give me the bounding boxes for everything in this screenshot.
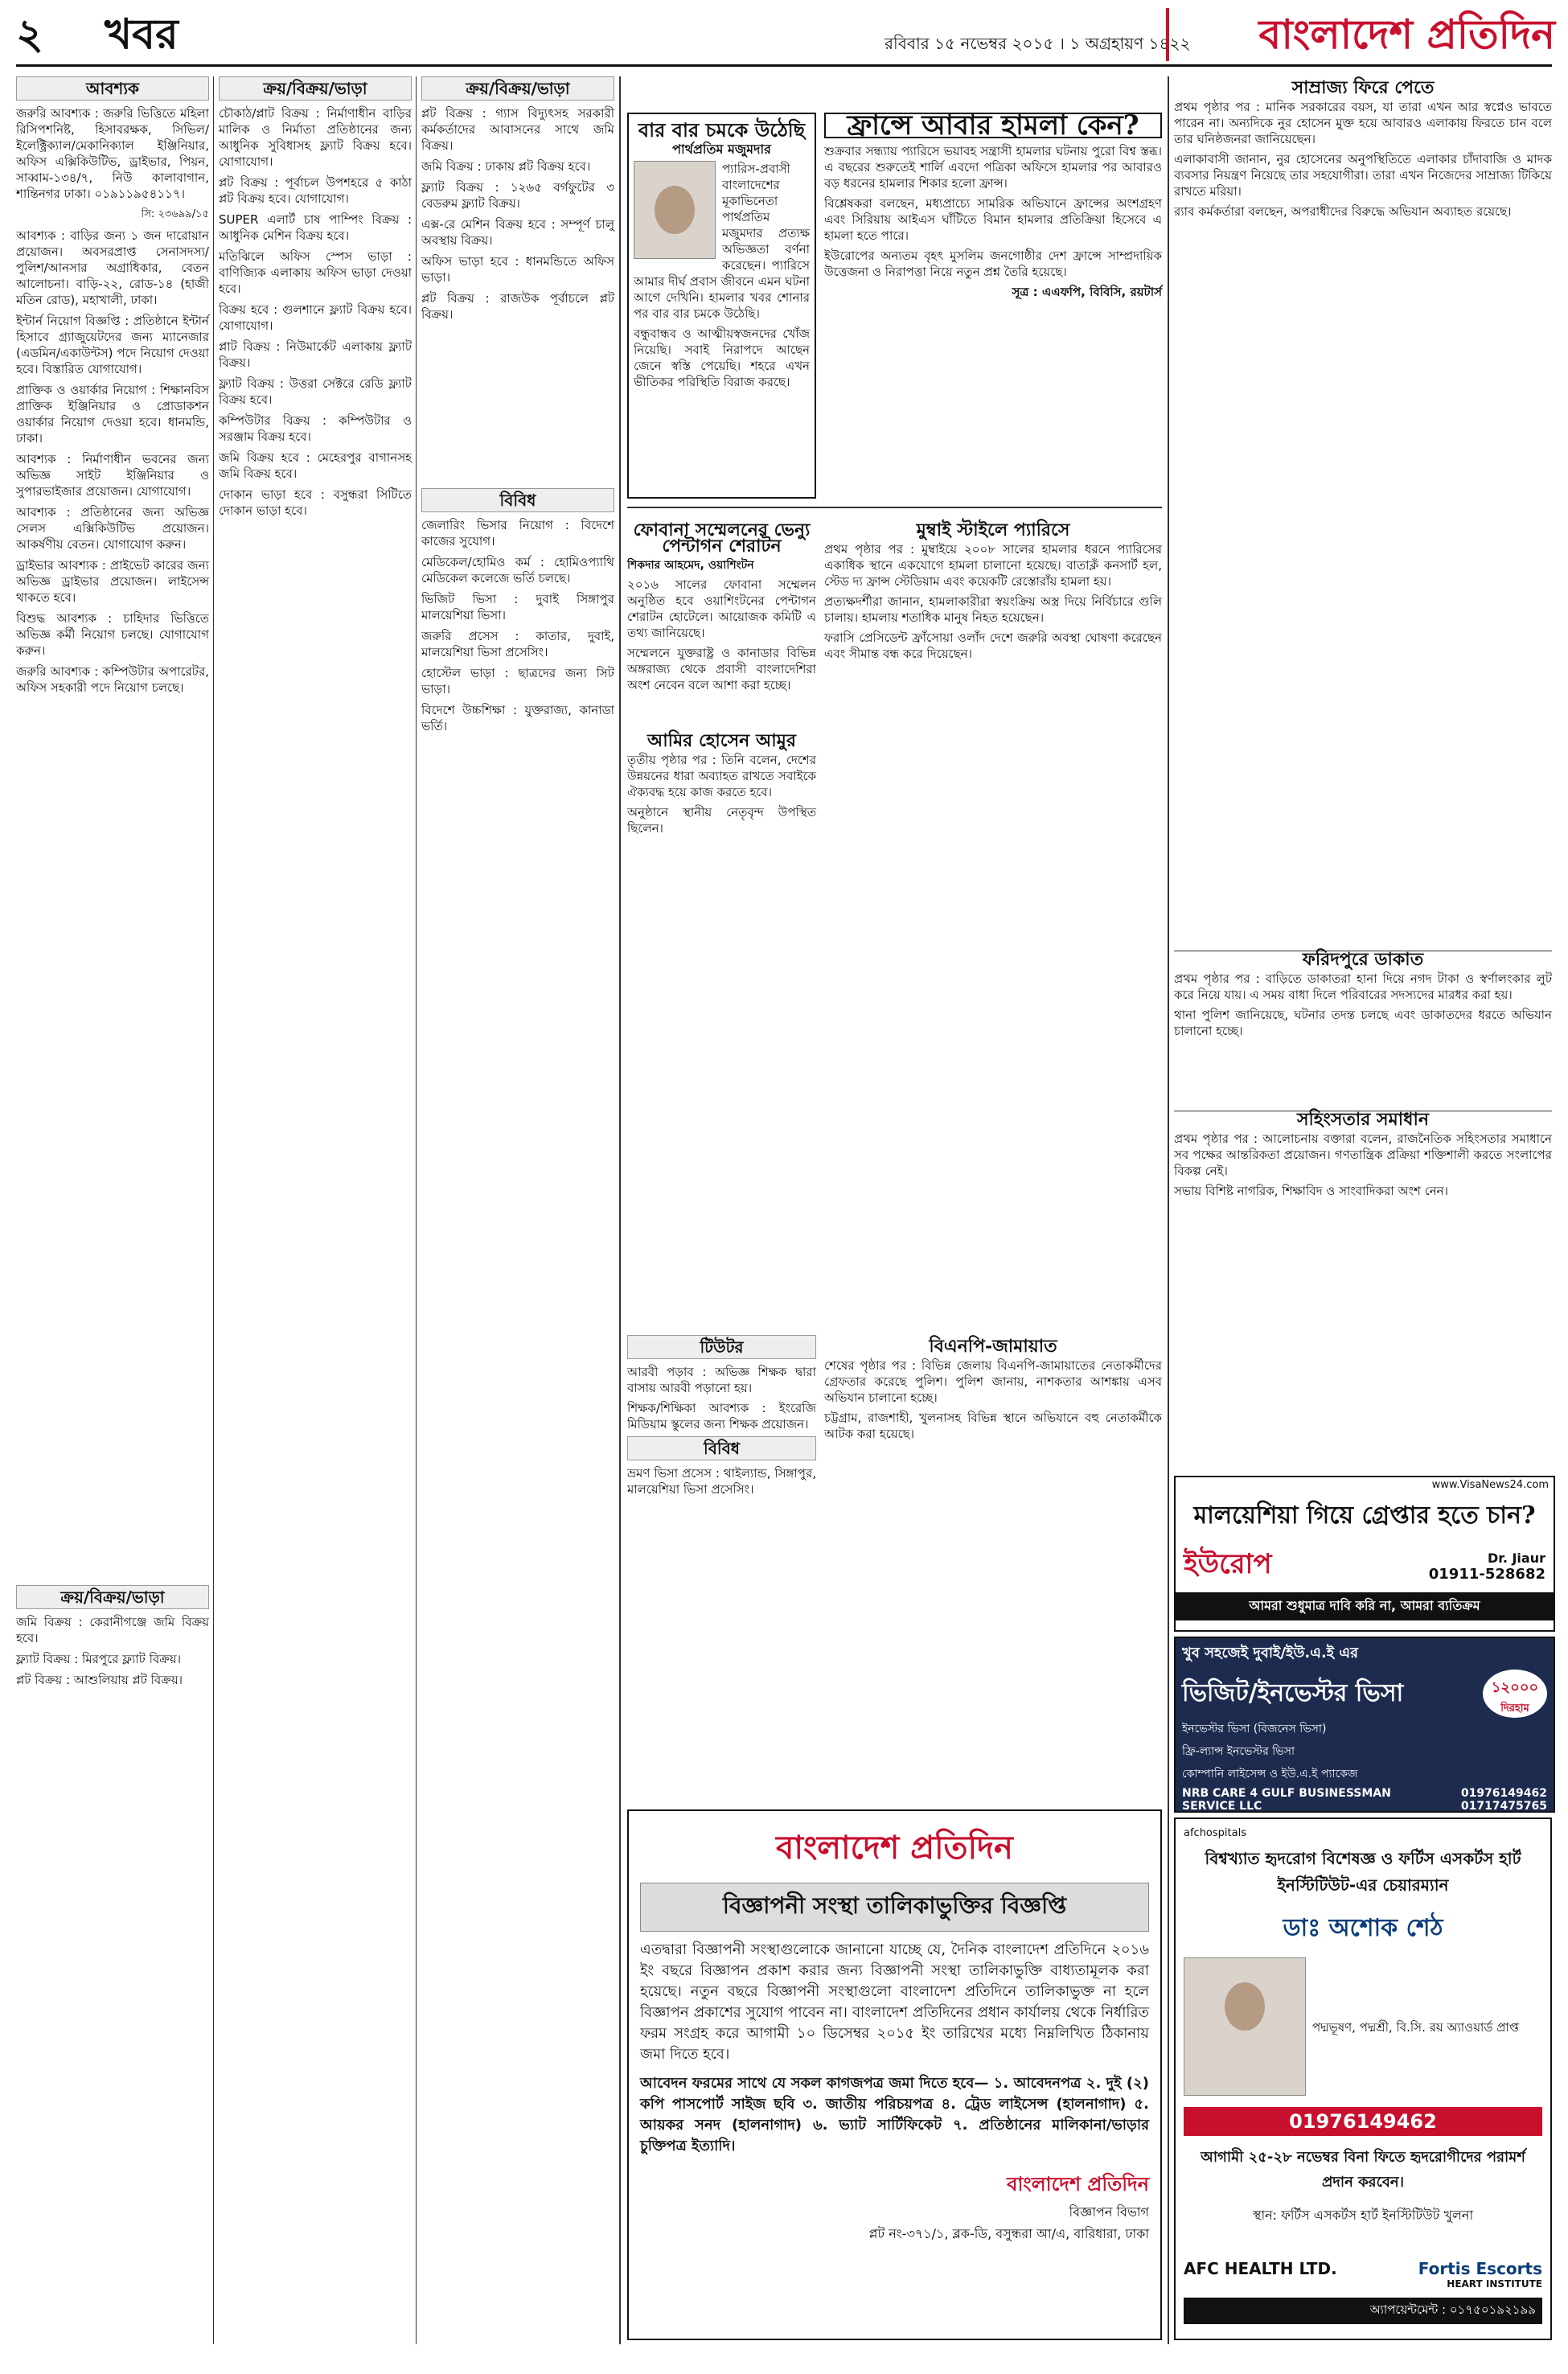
paper-logo: বাংলাদেশ প্রতিদিন [1166,8,1555,61]
doctor-photo [1184,1957,1306,2096]
story-headline: ফরিদপুরে ডাকাত [1174,951,1552,967]
bnp-story [824,1335,1162,1673]
classified-item: মতিঝিলে অফিস স্পেস ভাড়া : বাণিজ্যিক এলাকায় অফিস ভাড়া দেওয়া হবে। [219,249,412,296]
story-paragraph: শেষের পৃষ্ঠার পর : বিভিন্ন জেলায় বিএনপি-জামায়াতের নেতাকর্মীদের গ্রেফতার করেছে পুলিশ। পুলিশ জানায়, নাশকতার আশঙ্কায় এসব অভিযান চালানো হচ্ছে। [824,1358,1162,1405]
column-rule [416,76,417,2344]
classified-item: শিক্ষক/শিক্ষিকা আবশ্যক : ইংরেজি মিডিয়াম স্কুলের জন্য শিক্ষক প্রয়োজন। [627,1401,816,1431]
column-heading: বিবিধ [421,488,614,512]
section-rule [627,507,1162,508]
classified-item: আরবী পড়াব : অভিজ্ঞ শিক্ষক দ্বারা বাসায় আরবী পড়ানো হয়। [627,1365,816,1395]
story-headline: বার বার চমকে উঠেছি [638,118,806,142]
notice-body: এতদ্বারা বিজ্ঞাপনী সংস্থাগুলোকে জানানো যাচ্ছে যে, দৈনিক বাংলাদেশ প্রতিদিনে ২০১৬ ইং বছরে বিজ্ঞাপন প্রকাশ করার জন্য বিজ্ঞাপনী সংস্থা তালিকাভুক্তি বাধ্যতামূলক করা হয়েছে। নতুন বছরে বিজ্ঞাপনী সংস্থাগুলো বাংলাদেশ প্রতিদিনে তালিকাভুক্ত না হলে বিজ্ঞাপন প্রকাশের সুযোগ পাবেন না। বাংলাদেশ প্রতিদিনের প্রধান কার্যালয় থেকে নির্ধারিত ফরম সংগ্রহ করে আগামী ১০ ডিসেম্বর ২০১৫ ইং তারিখের মধ্যে নিম্নলিখিত ঠিকানায় জমা দিতে হবে। [640,1941,1149,2063]
hotline: 01976149462 [1184,2107,1542,2136]
classified-column-1 [16,76,209,2344]
classified-item: ফ্ল্যাট বিক্রয় : ১২৬৫ বর্গফুটের ৩ বেডরুম ফ্ল্যাট বিক্রয়। [421,180,614,211]
doctor-qualifications: পদ্মভূষণ, পদ্মশ্রী, বি.সি. রয় অ্যাওয়ার্ড প্রাপ্ত [1312,2019,1520,2035]
hospital-venue: স্থান: ফর্টিস এসকর্টস হার্ট ইনস্টিটিউট খুলনা [1252,2208,1474,2223]
doctor-name: ডাঃ অশোক শেঠ [1283,1914,1443,1942]
hospital-headline: বিশ্বখ্যাত হৃদরোগ বিশেষজ্ঞ ও ফর্টিস এসকর্টস হার্ট ইনস্টিটিউট-এর চেয়ারম্যান [1205,1849,1521,1895]
classified-item: চৌকাঠ/প্লাট বিক্রয় : নির্মাণাধীন বাড়ির মালিক ও নির্মাতা প্রতিষ্ঠানের জন্য আধুনিক সুবিধাসহ ফ্ল্যাট বিক্রয় হবে। যোগাযোগ। [219,106,412,169]
ad-phone: 01911-528682 [1428,1565,1545,1583]
visa-price-unit: দিরহাম [1500,1702,1529,1715]
dateline: রবিবার ১৫ নভেম্বর ২০১৫ । ১ অগ্রহায়ণ ১৪২২ [885,34,1191,53]
story-paragraph: সম্মেলনে যুক্তরাষ্ট্র ও কানাডার বিভিন্ন অঙ্গরাজ্য থেকে প্রবাসী বাংলাদেশিরা অংশ নেবেন বলে আশা করা হচ্ছে। [627,646,816,692]
story-byline: পার্থপ্রতিম মজুমদার [672,142,771,157]
story-source: সূত্র : এএফপি, বিবিসি, রয়টার্স [1012,285,1162,299]
page-number: ২ [16,10,43,59]
story-paragraph: সভায় বিশিষ্ট নাগরিক, শিক্ষাবিদ ও সাংবাদিকরা অংশ নেন। [1174,1184,1448,1198]
story-headline: সহিংসতার সমাধান [1174,1111,1552,1127]
visa-line: ফ্রি-ল্যান্স ইনভেস্টর ভিসা [1182,1745,1295,1758]
column-heading: ক্রয়/বিক্রয়/ভাড়া [421,76,614,101]
visa-company: NRB CARE 4 GULF BUSINESSMAN SERVICE LLC [1182,1787,1391,1813]
story-headline: আমির হোসেন আমুর [647,730,796,751]
right-stories [1174,76,1552,1468]
visa-price: ১২০০০ [1491,1679,1539,1696]
classified-item: কম্পিউটার বিক্রয় : কম্পিউটার ও সরঞ্জাম বিক্রয় হবে। [219,413,412,444]
classified-item: দোকান ভাড়া হবে : বসুন্ধরা সিটিতে দোকান ভাড়া হবে। [219,487,412,518]
hospital-tag: afchospitals [1184,1827,1246,1839]
lead-story [824,109,1162,499]
classified-item: বিক্রয় হবে : গুলশানে ফ্ল্যাট বিক্রয় হবে। যোগাযোগ। [219,302,412,333]
story-headline: সাম্রাজ্য ফিরে পেতে [1291,77,1435,98]
visa-ad-title: ভিজিট/ইনভেস্টর ভিসা [1182,1678,1404,1707]
notice-signature: বাংলাদেশ প্রতিদিন [1007,2172,1149,2195]
classified-item: আবশ্যক : নির্মাণাধীন ভবনের জন্য অভিজ্ঞ সাইট ইঞ্জিনিয়ার ও সুপারভাইজার প্রয়োজন। যোগাযোগ। [16,452,209,499]
classified-item: জমি বিক্রয় : কেরানীগঞ্জে জমি বিক্রয় হবে। [16,1615,209,1645]
afc-logo: AFC HEALTH LTD. [1184,2259,1337,2278]
classified-item: আবশ্যক : প্রতিষ্ঠানের জন্য অভিজ্ঞ সেলস এক্সিকিউটিভ প্রয়োজন। আকর্ষণীয় বেতন। যোগাযোগ করুন। [16,505,209,552]
story-paragraph: থানা পুলিশ জানিয়েছে, ঘটনার তদন্ত চলছে এবং ডাকাতদের ধরতে অভিযান চালানো হচ্ছে। [1174,1008,1552,1038]
classified-item: আবশ্যক : বাড়ির জন্য ১ জন দারোয়ান প্রয়োজন। অবসরপ্রাপ্ত সেনাসদস্য/পুলিশ/আনসার অগ্রাধিকার, বেতন আলোচনা। বাড়ি-২২, রোড-১৪ (হাজী মতিন রোড), মহাখালী, ঢাকা। [16,228,209,307]
classified-item: ভ্রমণ ভিসা প্রসেস : থাইল্যান্ড, সিঙ্গাপুর, মালয়েশিয়া ভিসা প্রসেসিং। [627,1466,816,1497]
story-paragraph: প্রথম পৃষ্ঠার পর : মানিক সরকারের বয়স, যা তারা এখন আর স্বপ্নেও ভাবতে পারেন না। অন্যদিকে নুর হোসেন মুক্ত হয়ে আবারও এলাকায় ফিরতে চান বলে তার ঘনিষ্ঠজনরা জানিয়েছেন। [1174,100,1552,146]
story-paragraph: বিশ্লেষকরা বলছেন, মধ্যপ্রাচ্যে সামরিক অভিযানে ফ্রান্সের অংশগ্রহণ এবং সিরিয়ায় আইএস ঘাঁটিতে বিমান হামলার প্রতিক্রিয়া হিসেবে এ হামলা হতে পারে। [824,196,1162,243]
classified-column-2 [219,76,412,2344]
column-rule [619,76,621,2344]
story-headline: ফ্রান্সে আবার হামলা কেন? [824,113,1162,138]
column-rule [1168,76,1169,2344]
paris-story [824,519,1162,1323]
classified-item: ফ্ল্যাট বিক্রয় : মিরপুরে ফ্ল্যাট বিক্রয়। [16,1652,181,1666]
story-paragraph: শুক্রবার সন্ধ্যায় প্যারিসে ভয়াবহ সন্ত্রাসী হামলার ঘটনায় পুরো বিশ্ব স্তব্ধ। এ বছরের শুরুতেই শার্লি এবদো পত্রিকা অফিসে হামলার পর আবারও বড় ধরনের হামলার শিকার হলো ফ্রান্স। [824,144,1162,191]
notice-dept: বিজ্ঞাপন বিভাগ [1069,2204,1149,2220]
notice-address: প্লট নং-৩৭১/১, ব্লক-ডি, বসুন্ধরা আ/এ, বারিধারা, ঢাকা [868,2226,1149,2241]
story-headline: ফোবানা সম্মেলনের ভেন্যু পেন্টাগন শেরাটন [633,520,811,557]
classified-item: প্লট বিক্রয় : আশুলিয়ায় প্লট বিক্রয়। [16,1673,183,1687]
visa-phone: 01976149462 [1460,1787,1547,1800]
story-paragraph: র‌্যাব কর্মকর্তারা বলছেন, অপরাধীদের বিরুদ্ধে অভিযান অব্যাহত রয়েছে। [1174,204,1512,219]
story-headline: বিএনপি-জামায়াত [929,1336,1057,1357]
fortis-logo-sub: HEART INSTITUTE [1447,2278,1542,2290]
story-headline: মুম্বাই স্টাইলে প্যারিসে [916,520,1070,540]
story-paragraph: প্যারিস-প্রবাসী বাংলাদেশের মূকাভিনেতা পার্থপ্রতিম মজুমদার প্রত্যক্ষ অভিজ্ঞতা বর্ণনা করেছেন। প্যারিসে আমার দীর্ঘ প্রবাস জীবনে এমন ঘটনা আগে দেখিনি। হামলার খবর শোনার পর বার বার চমকে উঠেছি। [634,162,810,321]
classified-item: প্লট বিক্রয় : গ্যাস বিদ্যুৎসহ সরকারী কর্মকর্তাদের আবাসনের সাথে জমি বিক্রয়। [421,106,614,153]
classified-item: প্লট বিক্রয় : রাজউক পূর্বাচলে প্লট বিক্রয়। [421,291,614,322]
story-paragraph: প্রথম পৃষ্ঠার পর : মুম্বাইয়ে ২০০৮ সালের হামলার ধরনে প্যারিসের একাধিক স্থানে একযোগে হামলা চালানো হয়েছে। বাতাক্লঁ কনসার্ট হল, স্টেড দ্য ফ্রান্স স্টেডিয়াম এবং কয়েকটি রেস্তোরাঁয় হামলা হয়। [824,542,1162,589]
classified-item: জরুরি প্রসেস : কাতার, দুবাই, মালয়েশিয়া ভিসা প্রসেসিং। [421,629,614,659]
classified-item: প্লাট বিক্রয় : নিউমার্কেট এলাকায় ফ্ল্যাট বিক্রয়। [219,339,412,370]
ad-contact-person: Dr. Jiaur [1487,1550,1545,1566]
story-paragraph: প্রথম পৃষ্ঠার পর : বাড়িতে ডাকাতরা হানা দিয়ে নগদ টাকা ও স্বর্ণালংকার লুট করে নিয়ে যায়। এ সময় বাধা দিলে পরিবারের সদস্যদের মারধর করা হয়। [1174,971,1552,1002]
classified-item: SUPER এলার্ট চাষ পাম্পিং বিক্রয় : আধুনিক মেশিন বিক্রয় হবে। [219,212,412,243]
hospital-ad [1174,1817,1552,2340]
classified-item: ভিজিট ভিসা : দুবাই সিঙ্গাপুর মালয়েশিয়া ভিসা। [421,592,614,622]
classified-item: জমি বিক্রয় হবে : মেহেরপুর বাগানসহ জমি বিক্রয় হবে। [219,450,412,481]
story-paragraph: চট্টগ্রাম, রাজশাহী, খুলনাসহ বিভিন্ন স্থানে অভিযানে বহু নেতাকর্মীকে আটক করা হয়েছে। [824,1411,1162,1441]
agency-notice-ad [627,1809,1162,2340]
story-paragraph: ফরাসি প্রেসিডেন্ট ফ্রাঁসোয়া ওলাঁদ দেশে জরুরি অবস্থা ঘোষণা করেছেন এবং সীমান্ত বন্ধ করে দিয়েছেন। [824,630,1162,661]
column-heading: বিবিধ [627,1436,816,1460]
hospital-footer: অ্যাপয়েন্টমেন্ট : ০১৭৫০১৯২১৯৯ [1184,2298,1542,2324]
notice-documents: আবেদন ফরমের সাথে যে সকল কাগজপত্র জমা দিতে হবে— ১. আবেদনপত্র ২. দুই (২) কপি পাসপোর্ট সাইজ ছবি ৩. জাতীয় পরিচয়পত্র ৪. ট্রেড লাইসেন্স (হালনাগাদ) ৫. আয়কর সনদ (হালনাগাদ) ৬. ভ্যাট সার্টিফিকেট ৭. প্রতিষ্ঠানের মালিকানা/ভাড়ার চুক্তিপত্র ইত্যাদি। [640,2075,1149,2154]
columnist-story [627,113,816,499]
classified-item: জরুরি আবশ্যক : কম্পিউটার অপারেটর, অফিস সহকারী পদে নিয়োগ চলছে। [16,664,209,695]
story-byline: শিকদার আহমেদ, ওয়াশিংটন [627,559,754,572]
notice-title: বিজ্ঞাপনী সংস্থা তালিকাভুক্তির বিজ্ঞপ্তি [640,1883,1149,1932]
story-paragraph: তৃতীয় পৃষ্ঠার পর : তিনি বলেন, দেশের উন্নয়নের ধারা অব্যাহত রাখতে সবাইকে ঐক্যবদ্ধ হয়ে কাজ করতে হবে। [627,753,816,799]
visa-line: ইনভেস্টর ভিসা (বিজনেস ভিসা) [1182,1723,1327,1735]
classified-item: অফিস ভাড়া হবে : ধানমন্ডিতে অফিস ভাড়া। [421,254,614,285]
visa-line: কোম্পানি লাইসেন্স ও ইউ.এ.ই প্যাকেজ [1182,1768,1358,1780]
story-paragraph: প্রথম পৃষ্ঠার পর : আলোচনায় বক্তারা বলেন, রাজনৈতিক সহিংসতার সমাধানে সব পক্ষের আন্তরিকতা প্রয়োজন। গণতান্ত্রিক প্রক্রিয়া শক্তিশালী করতে সংলাপের বিকল্প নেই। [1174,1132,1552,1178]
classified-item: জমি বিক্রয় : ঢাকায় প্লট বিক্রয় হবে। [421,159,591,174]
classified-item: প্লট বিক্রয় : পূর্বাচল উপশহরে ৫ কাঠা প্লট বিক্রয় হবে। যোগাযোগ। [219,175,412,206]
author-photo [634,161,716,259]
visa-ad [1174,1637,1555,1830]
classified-item: জেলারিং ভিসার নিয়োগ : বিদেশে কাজের সুযোগ। [421,518,614,548]
section-title: খবর [105,10,179,59]
classified-item: এক্স-রে মেশিন বিক্রয় হবে : সম্পূর্ণ চালু অবস্থায় বিক্রয়। [421,217,614,248]
column-heading: আবশ্যক [16,76,209,101]
ad-headline: মালয়েশিয়া গিয়ে গ্রেপ্তার হতে চান? [1193,1501,1536,1530]
story-paragraph: ২০১৬ সালের ফোবানা সম্মেলন অনুষ্ঠিত হবে ওয়াশিংটনের পেন্টাগন শেরাটন হোটেলে। আয়োজক কমিটি এ তথ্য জানিয়েছে। [627,577,816,640]
fortis-logo: Fortis Escorts [1418,2259,1542,2278]
column-heading: টিউটর [627,1335,816,1359]
hospital-notice: আগামী ২৫-২৮ নভেম্বর বিনা ফিতে হৃদরোগীদের পরামর্শ প্রদান করবেন। [1201,2149,1525,2191]
classified-item: ইন্টার্ন নিয়োগ বিজ্ঞপ্তি : প্রতিষ্ঠানে ইন্টার্ন হিসাবে গ্র্যাজুয়েটদের জন্য ম্যানেজার (এডমিন/একাউন্টস) পদে নিয়োগ দেওয়া হবে। বিস্তারিত যোগাযোগ। [16,314,209,376]
malaysia-ad [1174,1476,1555,1632]
story-paragraph: বন্ধুবান্ধব ও আত্মীয়স্বজনদের খোঁজ নিয়েছি। সবাই নিরাপদে আছেন জেনে স্বস্তি পেয়েছি। শহরে এখন ভীতিকর পরিস্থিতি বিরাজ করছে। [634,327,810,389]
story-paragraph: প্রত্যক্ষদর্শীরা জানান, হামলাকারীরা স্বয়ংক্রিয় অস্ত্র দিয়ে নির্বিচারে গুলি চালায়। হামলায় শতাধিক মানুষ নিহত হয়েছেন। [824,594,1162,625]
column-heading: ক্রয়/বিক্রয়/ভাড়া [16,1585,209,1609]
classified-item: বিদেশে উচ্চশিক্ষা : যুক্তরাজ্য, কানাডা ভর্তি। [421,703,614,733]
ad-tagline: আমরা শুধুমাত্র দাবি করি না, আমরা ব্যতিক্রম [1176,1592,1554,1620]
classified-item: বিশুদ্ধ আবশ্যক : চাহিদার ভিত্তিতে অভিজ্ঞ কর্মী নিয়োগ চলছে। যোগাযোগ করুন। [16,611,209,658]
fobana-story [627,519,816,1323]
classified-item: জরুরি আবশ্যক : জরুরি ভিত্তিতে মহিলা রিসিপশনিষ্ট, হিসাবরক্ষক, সিভিল/ইলেক্ট্রিক্যাল/মেকানিক্যাল ইঞ্জিনিয়ার, অফিস এক্সিকিউটিভ, ড্রাইভার, পিয়ন, সাব্বাম-১৩৪/৭, নিউ কালাবাগান, শান্তিনগর ঢাকা। ০১৯১১৯৫৪১১৭। [16,106,209,201]
notice-paper-logo: বাংলাদেশ প্রতিদিন [776,1829,1013,1867]
ad-ref: সি: ২৩৬৯৯/১৫ [141,208,209,220]
visa-ad-headline: খুব সহজেই দুবাই/ইউ.এ.ই এর [1182,1645,1359,1661]
classified-column-3 [421,76,614,2344]
visa-contact: যোগাযোগ : সরাসরি দুবাই - +971 526293925 [1182,1817,1393,1830]
classified-item: মেডিকেল/হোমিও কর্ম : হোমিওপ্যাথি মেডিকেল কলেজে ভর্তি চলছে। [421,555,614,585]
classified-item: ড্রাইভার আবশ্যক : প্রাইভেট কারের জন্য অভিজ্ঞ ড্রাইভার প্রয়োজন। লাইসেন্স থাকতে হবে। [16,558,209,605]
column-heading: ক্রয়/বিক্রয়/ভাড়া [219,76,412,101]
column-rule [213,76,214,2344]
classified-item: হোস্টেল ভাড়া : ছাত্রদের জন্য সিট ভাড়া। [421,666,614,696]
masthead [16,8,1555,67]
visa-phone: 01717475765 [1460,1800,1547,1813]
story-paragraph: অনুষ্ঠানে স্থানীয় নেতৃবৃন্দ উপস্থিত ছিলেন। [627,805,816,836]
story-paragraph: ইউরোপের অন্যতম বৃহৎ মুসলিম জনগোষ্ঠীর দেশ ফ্রান্সে সাম্প্রদায়িক উত্তেজনা ও নিরাপত্তা নিয়ে নতুন প্রশ্ন তৈরি হয়েছে। [824,248,1162,279]
classified-item: ফ্ল্যাট বিক্রয় : উত্তরা সেক্টরে রেডি ফ্ল্যাট বিক্রয় হবে। [219,376,412,407]
tuition-section [627,1335,816,1673]
ad-brand: ইউরোপ [1184,1548,1272,1580]
story-paragraph: এলাকাবাসী জানান, নুর হোসেনের অনুপস্থিতিতে এলাকার চাঁদাবাজি ও মাদক ব্যবসার নিয়ন্ত্রণ নিয়েছে তার সহযোগীরা। তারা এখন নিজেদের সাম্রাজ্য টিকিয়ে রাখতে মরিয়া। [1174,152,1552,199]
classified-item: প্রাক্তিক ও ওয়ার্কার নিয়োগ : শিক্ষানবিস প্রাক্তিক ইঞ্জিনিয়ার ও প্রোডাকশন ওয়ার্কার নিয়োগ দেওয়া হবে। ধানমন্ডি, ঢাকা। [16,383,209,446]
ad-website: www.VisaNews24.com [1431,1479,1549,1491]
